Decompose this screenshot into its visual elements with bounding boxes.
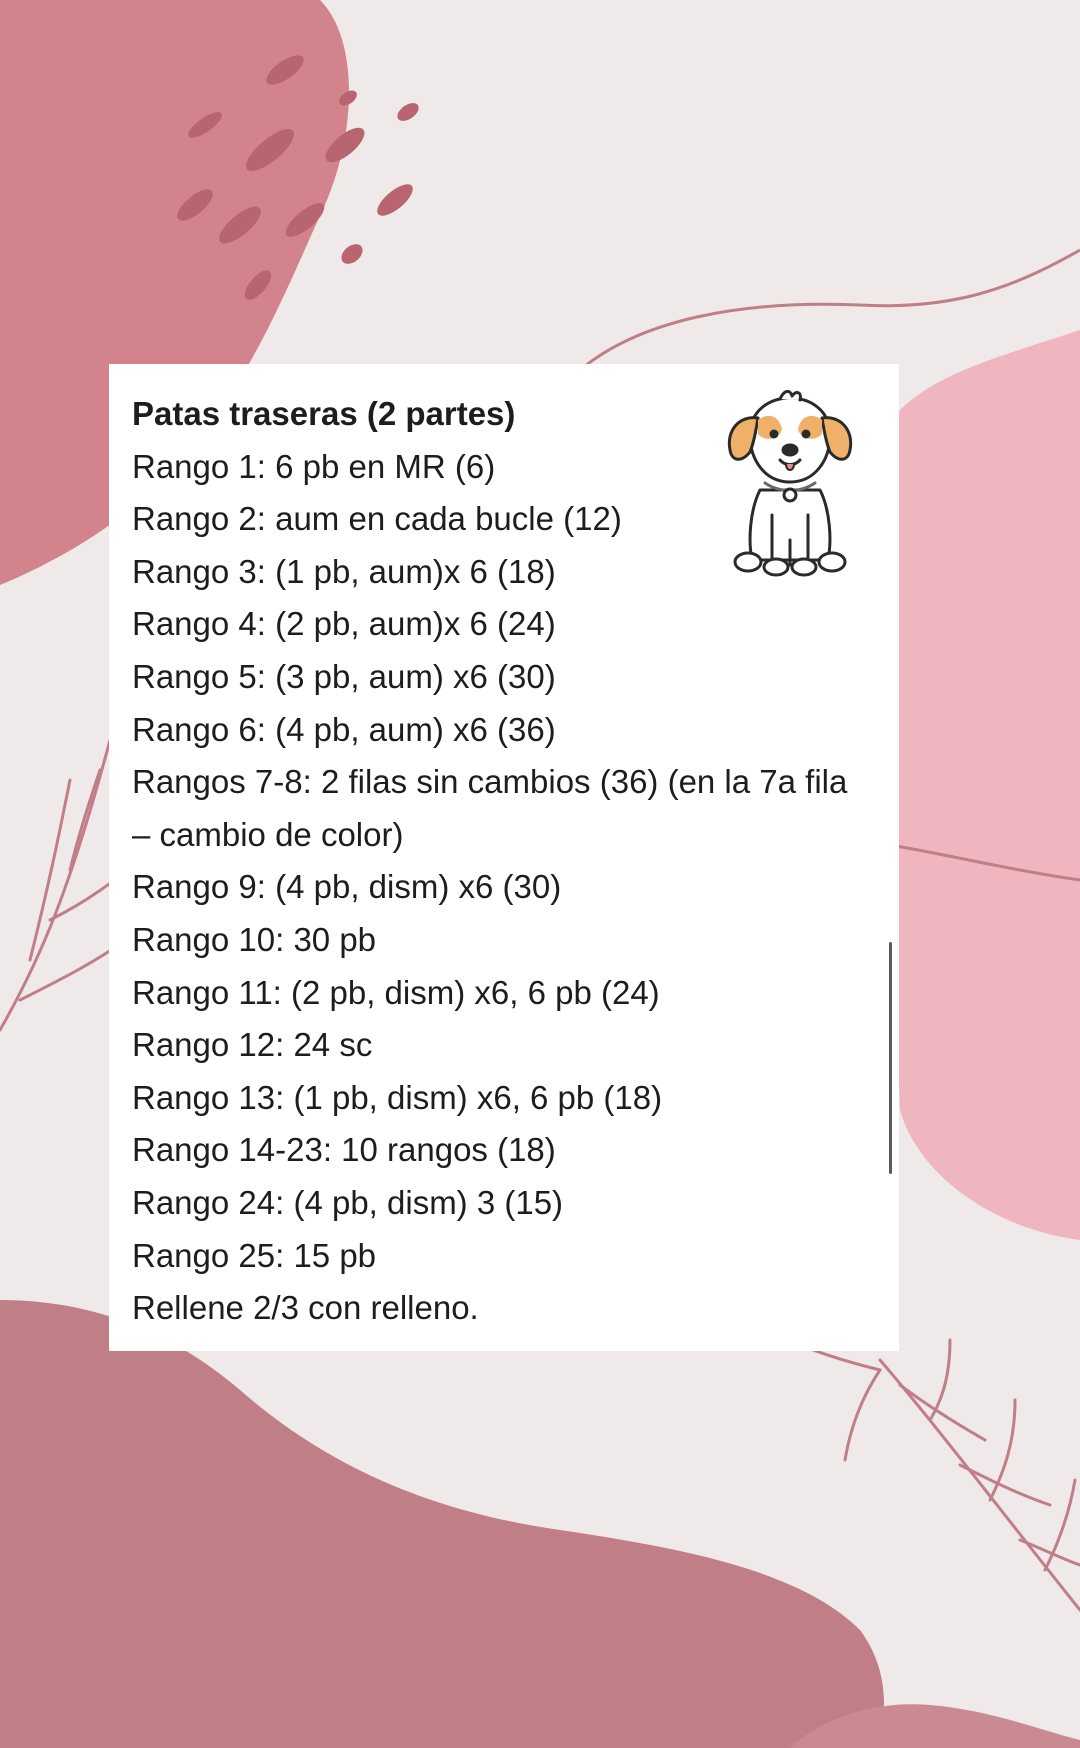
pattern-line: Rango 2: aum en cada bucle (12) — [132, 500, 622, 538]
pattern-line: Rango 6: (4 pb, aum) x6 (36) — [132, 710, 556, 748]
pattern-line: Rango 24: (4 pb, dism) 3 (15) — [132, 1183, 564, 1221]
pattern-title: Patas traseras (2 partes) — [132, 395, 516, 432]
pattern-line: – cambio de color) — [132, 815, 404, 853]
pattern-line: Rellene 2/3 con relleno. — [132, 1289, 479, 1327]
pattern-line: Rango 4: (2 pb, aum)x 6 (24) — [132, 605, 556, 643]
background-leaf-right — [790, 1340, 1080, 1610]
pattern-line: Rango 10: 30 pb — [132, 920, 377, 958]
pattern-line: Rango 11: (2 pb, dism) x6, 6 pb (24) — [132, 973, 660, 1011]
pattern-line: Rango 9: (4 pb, dism) x6 (30) — [132, 868, 562, 906]
pattern-line: Rango 3: (1 pb, aum)x 6 (18) — [132, 552, 556, 590]
pattern-line: Rango 13: (1 pb, dism) x6, 6 pb (18) — [132, 1078, 663, 1116]
pattern-line: Rango 14-23: 10 rangos (18) — [132, 1131, 556, 1169]
pattern-line: Rango 5: (3 pb, aum) x6 (30) — [132, 657, 556, 695]
pattern-line: Rango 25: 15 pb — [132, 1236, 377, 1274]
background-curve-top — [580, 250, 1080, 370]
pattern-line: Rango 12: 24 sc — [132, 1026, 373, 1064]
background-blob-bottom — [0, 1300, 884, 1748]
pattern-line: Rangos 7-8: 2 filas sin cambios (36) (en la 7a fila — [132, 763, 848, 801]
background-blob-right — [869, 330, 1080, 1240]
pattern-line: Rango 1: 6 pb en MR (6) — [132, 447, 496, 485]
scrollbar[interactable] — [889, 942, 892, 1174]
puppy-icon — [720, 390, 860, 580]
